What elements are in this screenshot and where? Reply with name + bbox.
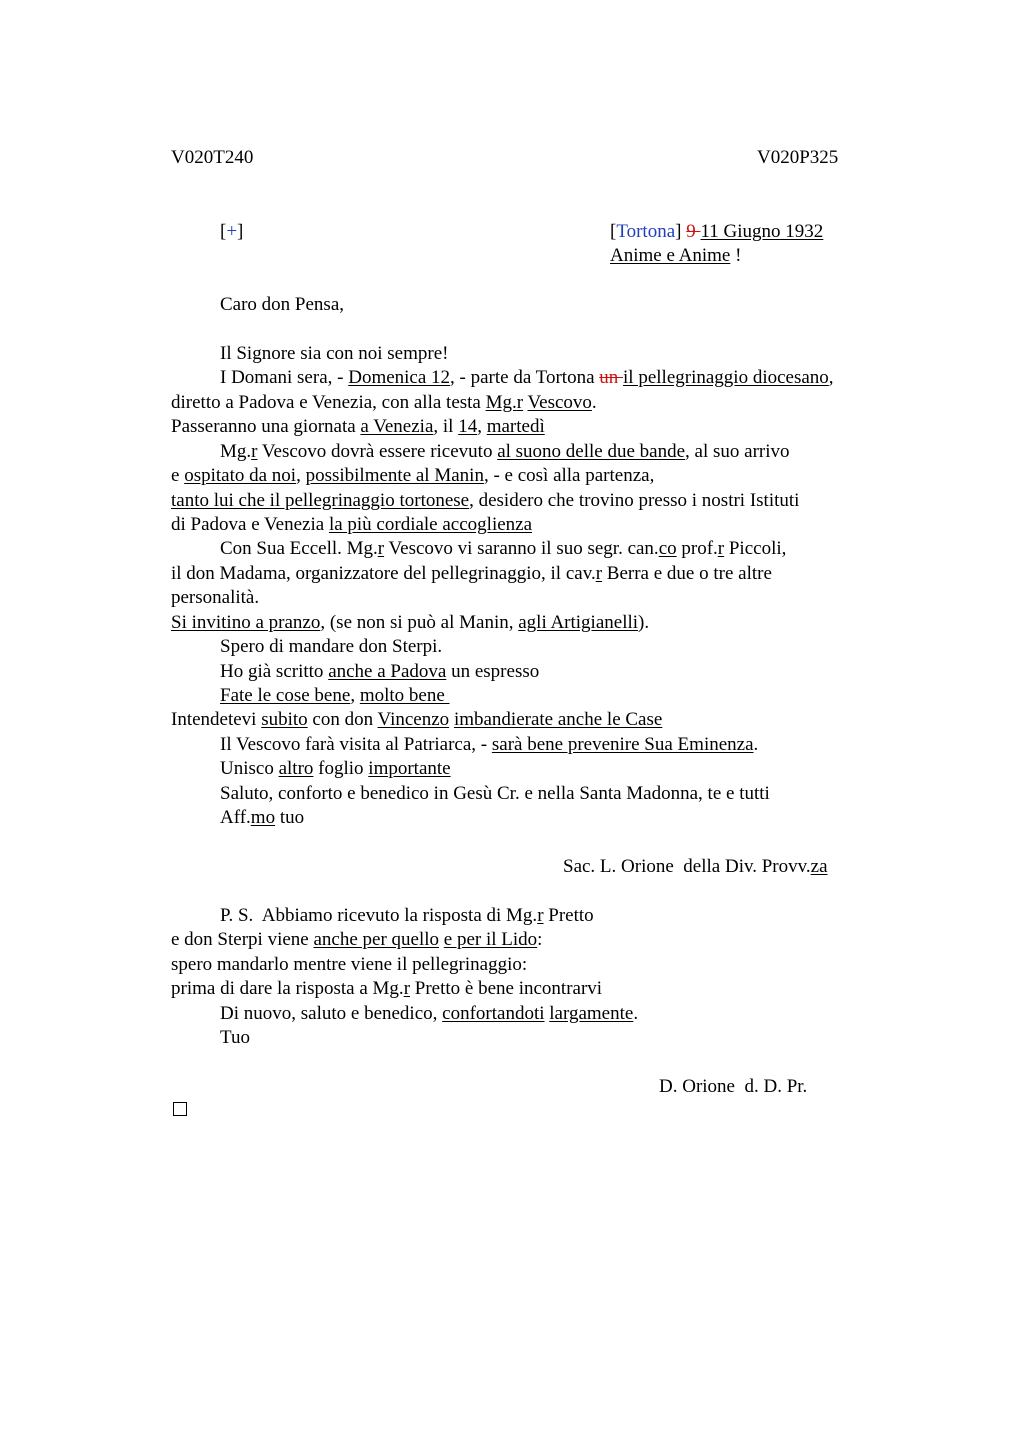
ps-line: e don Sterpi viene anche per quello e per il Lido: — [171, 929, 543, 950]
body-line: Passeranno una giornata a Venezia, il 14, martedì — [171, 416, 545, 437]
ps-closing: Tuo — [220, 1027, 250, 1048]
ps-line: prima di dare la risposta a Mg.r Pretto è bene incontrarvi — [171, 978, 603, 999]
body-line: il don Madama, organizzatore del pellegrinaggio, il cav.r Berra e due o tre altre — [171, 563, 772, 584]
document-code-left: V020T240 — [171, 147, 254, 168]
body-line: personalità. — [171, 587, 260, 608]
body-line: I Domani sera, - Domenica 12, - parte da Tortona un il pellegrinaggio diocesano, — [220, 367, 834, 388]
ps-line: spero mandarlo mentre viene il pellegrinaggio: — [171, 954, 528, 975]
letter-date: 11 Giugno 1932 — [700, 221, 824, 242]
body-line: Saluto, conforto e benedico in Gesù Cr. e nella Santa Madonna, te e tutti — [220, 783, 770, 804]
salutation: Caro don Pensa, — [220, 294, 345, 315]
place-date: [Tortona] 9 11 Giugno 1932 — [610, 221, 824, 242]
body-line: Fate le cose bene, molto bene — [220, 685, 450, 706]
end-box-icon — [173, 1102, 187, 1116]
body-line: Il Signore sia con noi sempre! — [220, 343, 449, 364]
body-line: di Padova e Venezia la più cordiale accoglienza — [171, 514, 533, 535]
ps-line: Di nuovo, saluto e benedico, confortandoti largamente. — [220, 1003, 639, 1024]
body-line: Intendetevi subito con don Vincenzo imbandierate anche le Case — [171, 709, 663, 730]
place-name: Tortona — [616, 221, 676, 242]
signature-ps: D. Orione d. D. Pr. — [659, 1076, 808, 1097]
body-line: e ospitato da noi, possibilmente al Manin, - e così alla partenza, — [171, 465, 655, 486]
motto: Anime e Anime ! — [610, 245, 742, 266]
deleted-date: 9 — [686, 221, 701, 242]
body-line: Si invitino a pranzo, (se non si può al Manin, agli Artigianelli). — [171, 612, 650, 633]
cross-mark: [+] — [220, 221, 244, 242]
body-line: Mg.r Vescovo dovrà essere ricevuto al suono delle due bande, al suo arrivo — [220, 441, 790, 462]
body-line: Unisco altro foglio importante — [220, 758, 451, 779]
document-code-right: V020P325 — [757, 147, 839, 168]
body-line: Il Vescovo farà visita al Patriarca, - sarà bene prevenire Sua Eminenza. — [220, 734, 759, 755]
body-line: Con Sua Eccell. Mg.r Vescovo vi saranno il suo segr. can.co prof.r Piccoli, — [220, 538, 787, 559]
cross-symbol: + — [226, 221, 238, 242]
body-line: diretto a Padova e Venezia, con alla testa Mg.r Vescovo. — [171, 392, 597, 413]
closing: Aff.mo tuo — [220, 807, 305, 828]
body-line: Ho già scritto anche a Padova un espresso — [220, 661, 540, 682]
signature: Sac. L. Orione della Div. Provv.za — [563, 856, 828, 877]
ps-line: P. S. Abbiamo ricevuto la risposta di Mg.r Pretto — [220, 905, 594, 926]
body-line: tanto lui che il pellegrinaggio tortonese, desidero che trovino presso i nostri Istituti — [171, 490, 800, 511]
body-line: Spero di mandare don Sterpi. — [220, 636, 443, 657]
